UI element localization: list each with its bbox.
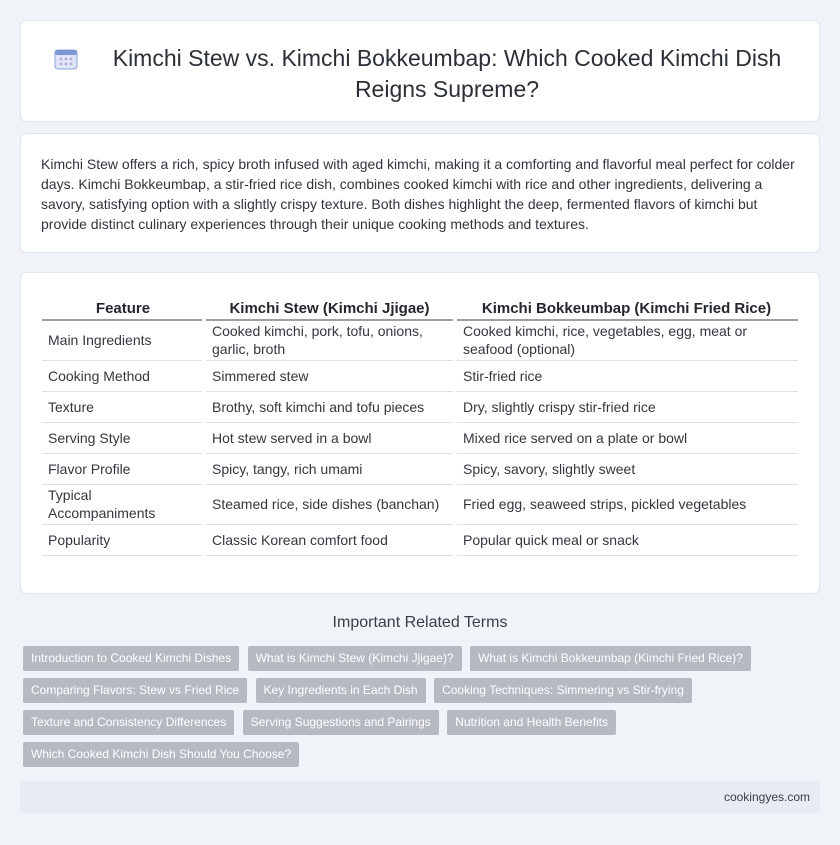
footer-site-name: cookingyes.com — [723, 790, 810, 804]
table-row — [42, 453, 798, 484]
table-row — [42, 391, 798, 422]
row-stew-value: Steamed rice, side dishes (banchan) — [204, 484, 455, 524]
row-feature: Main Ingredients — [42, 320, 204, 360]
header-kimchi-stew: Kimchi Stew (Kimchi Jjigae) — [204, 297, 455, 320]
table-row — [42, 360, 798, 391]
header-kimchi-bokkeumbap: Kimchi Bokkeumbap (Kimchi Fried Rice) — [455, 297, 798, 320]
related-term-tag[interactable]: Nutrition and Health Benefits — [447, 710, 616, 735]
table-row — [42, 422, 798, 453]
summary-card — [20, 133, 820, 253]
row-stew-value: Cooked kimchi, pork, tofu, onions, garlic, broth — [204, 320, 455, 360]
row-bokkeumbap-value: Dry, slightly crispy stir-fried rice — [455, 391, 798, 422]
row-stew-value: Spicy, tangy, rich umami — [204, 453, 455, 484]
related-term-tag[interactable]: Introduction to Cooked Kimchi Dishes — [23, 646, 239, 671]
comparison-card — [20, 272, 820, 594]
row-bokkeumbap-value: Stir-fried rice — [455, 360, 798, 391]
related-terms-list — [23, 646, 803, 774]
row-stew-value: Brothy, soft kimchi and tofu pieces — [204, 391, 455, 422]
row-stew-value: Simmered stew — [204, 360, 455, 391]
row-feature: Texture — [42, 391, 204, 422]
row-feature: Typical Accompaniments — [42, 484, 204, 524]
row-bokkeumbap-value: Fried egg, seaweed strips, pickled vegetables — [455, 484, 798, 524]
table-row — [42, 320, 798, 360]
related-term-tag[interactable]: Which Cooked Kimchi Dish Should You Choose? — [23, 742, 299, 767]
row-bokkeumbap-value: Spicy, savory, slightly sweet — [455, 453, 798, 484]
row-feature: Flavor Profile — [42, 453, 204, 484]
row-feature: Popularity — [42, 524, 204, 555]
row-feature: Serving Style — [42, 422, 204, 453]
table-row — [42, 524, 798, 555]
row-stew-value: Classic Korean comfort food — [204, 524, 455, 555]
comparison-table — [42, 297, 798, 556]
header-feature: Feature — [42, 297, 204, 320]
title-card — [20, 20, 820, 122]
related-term-tag[interactable]: Key Ingredients in Each Dish — [256, 678, 426, 703]
related-term-tag[interactable]: Serving Suggestions and Pairings — [243, 710, 439, 735]
summary-text: Kimchi Stew offers a rich, spicy broth infused with aged kimchi, making it a comforting and flavorful meal perfect for colder days. Kimchi Bokkeumbap, a stir-fried rice dish, combines cooked kimchi with rice and other ingredients, delivering a savory, satisfying option with a slightly crispy texture. Both dishes highlight the deep, fermented flavors of kimchi but provide distinct culinary experiences through their unique cooking methods and textures. — [41, 156, 795, 232]
row-feature: Cooking Method — [42, 360, 204, 391]
related-term-tag[interactable]: Cooking Techniques: Simmering vs Stir-frying — [434, 678, 692, 703]
related-term-tag[interactable]: Comparing Flavors: Stew vs Fried Rice — [23, 678, 247, 703]
table-row — [42, 484, 798, 524]
related-term-tag[interactable]: What is Kimchi Stew (Kimchi Jjigae)? — [248, 646, 462, 671]
related-term-tag[interactable]: What is Kimchi Bokkeumbap (Kimchi Fried Rice)? — [470, 646, 751, 671]
footer — [20, 781, 820, 813]
row-bokkeumbap-value: Cooked kimchi, rice, vegetables, egg, meat or seafood (optional) — [455, 320, 798, 360]
related-terms-heading: Important Related Terms — [332, 614, 508, 631]
table-header-row — [42, 297, 798, 320]
row-stew-value: Hot stew served in a bowl — [204, 422, 455, 453]
related-term-tag[interactable]: Texture and Consistency Differences — [23, 710, 234, 735]
page-title: Kimchi Stew vs. Kimchi Bokkeumbap: Which Cooked Kimchi Dish Reigns Supreme? — [112, 45, 782, 102]
row-bokkeumbap-value: Mixed rice served on a plate or bowl — [455, 422, 798, 453]
row-bokkeumbap-value: Popular quick meal or snack — [455, 524, 798, 555]
